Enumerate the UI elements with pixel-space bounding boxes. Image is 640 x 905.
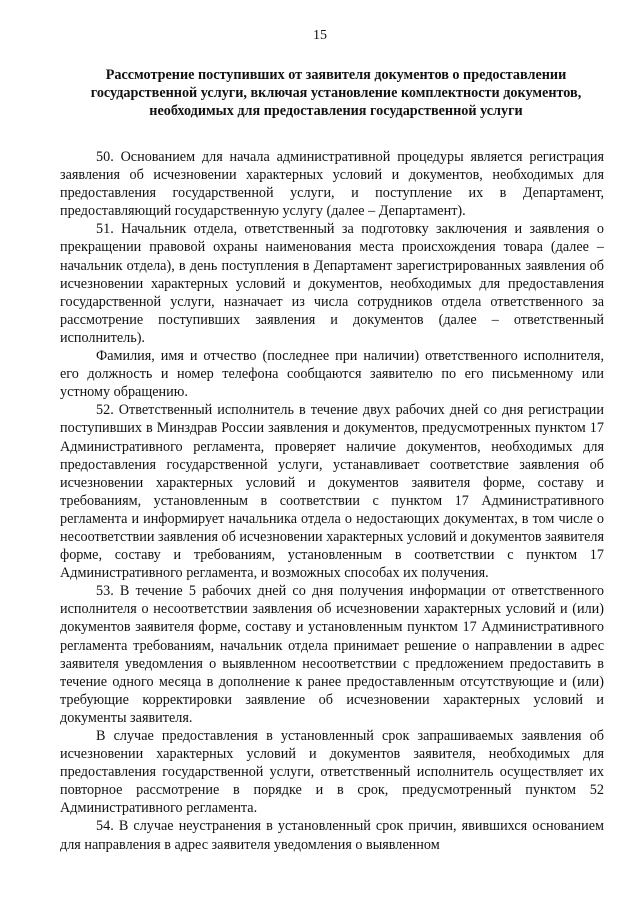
paragraph-51: 51. Начальник отдела, ответственный за подготовку заключения и заявления о прекращении правовой охраны наименования места происхождения товара (далее – начальник отдела), в день поступления в Департамент зарегистрированных заявления об исчезновении характерных условий и документов, необходимых для предоставления государственной услуги, назначает из числа сотрудников отдела ответственного за рассмотрение поступивших заявления и документов (далее – ответственный исполнитель).: [60, 221, 604, 346]
paragraph-52: 52. Ответственный исполнитель в течение двух рабочих дней со дня регистрации поступивших в Минздрав России заявления и документов, предусмотренных пунктом 17 Административного регламента, проверяет наличие документов, необходимых для предоставления государственной услуги, устанавливает соответствие заявления об исчезновении характерных условий и документов заявителя форме, составу и требованиям, установленным в соответствии с пунктом 17 Административного регламента и информирует начальника отдела о недостающих документах, в том числе о несоответствии заявления об исчезновении характерных условий и документов заявителя форме, составу и требованиям, установленным в соответствии с пунктом 17 Административного регламента, и возможных способах их получения.: [60, 402, 604, 582]
paragraph-53-note: В случае предоставления в установленный срок запрашиваемых заявления об исчезновении характерных условий и документов заявителя, необходимых для предоставления государственной услуги, ответственный исполнитель осуществляет их повторное рассмотрение в порядке и в срок, предусмотренный пунктом 52 Административного регламента.: [60, 728, 604, 817]
paragraph-50: 50. Основанием для начала административной процедуры является регистрация заявления об исчезновении характерных условий и документов, необходимых для предоставления государственной услуги, и поступление их в Департамент, предоставляющий государственную услугу (далее – Департамент).: [60, 149, 604, 220]
section-title: Рассмотрение поступивших от заявителя документов о предоставлении государственной услуги, включая установление комплектности документов, необходимых для предоставления государственной услуги: [90, 67, 582, 120]
paragraph-53: 53. В течение 5 рабочих дней со дня получения информации от ответственного исполнителя о несоответствии заявления об исчезновении характерных условий и (или) документов заявителя форме, составу и установленным пунктом 17 Административного регламента требованиям, начальник отдела принимает решение о направлении в адрес заявителя уведомления о выявленном несоответствии с предложением предоставить в течение одного месяца в дополнение к ранее предоставленным отсутствующие и (или) требующие корректировки заявление об исчезновении характерных условий и документы заявителя.: [60, 583, 604, 726]
document-body: [60, 148, 604, 854]
page-number: 15: [313, 28, 327, 43]
paragraph-51-note: Фамилия, имя и отчество (последнее при наличии) ответственного исполнителя, его должность и номер телефона сообщаются заявителю по его письменному или устному обращению.: [60, 348, 604, 401]
paragraph-54: 54. В случае неустранения в установленный срок причин, явившихся основанием для направления в адрес заявителя уведомления о выявленном: [60, 818, 604, 853]
